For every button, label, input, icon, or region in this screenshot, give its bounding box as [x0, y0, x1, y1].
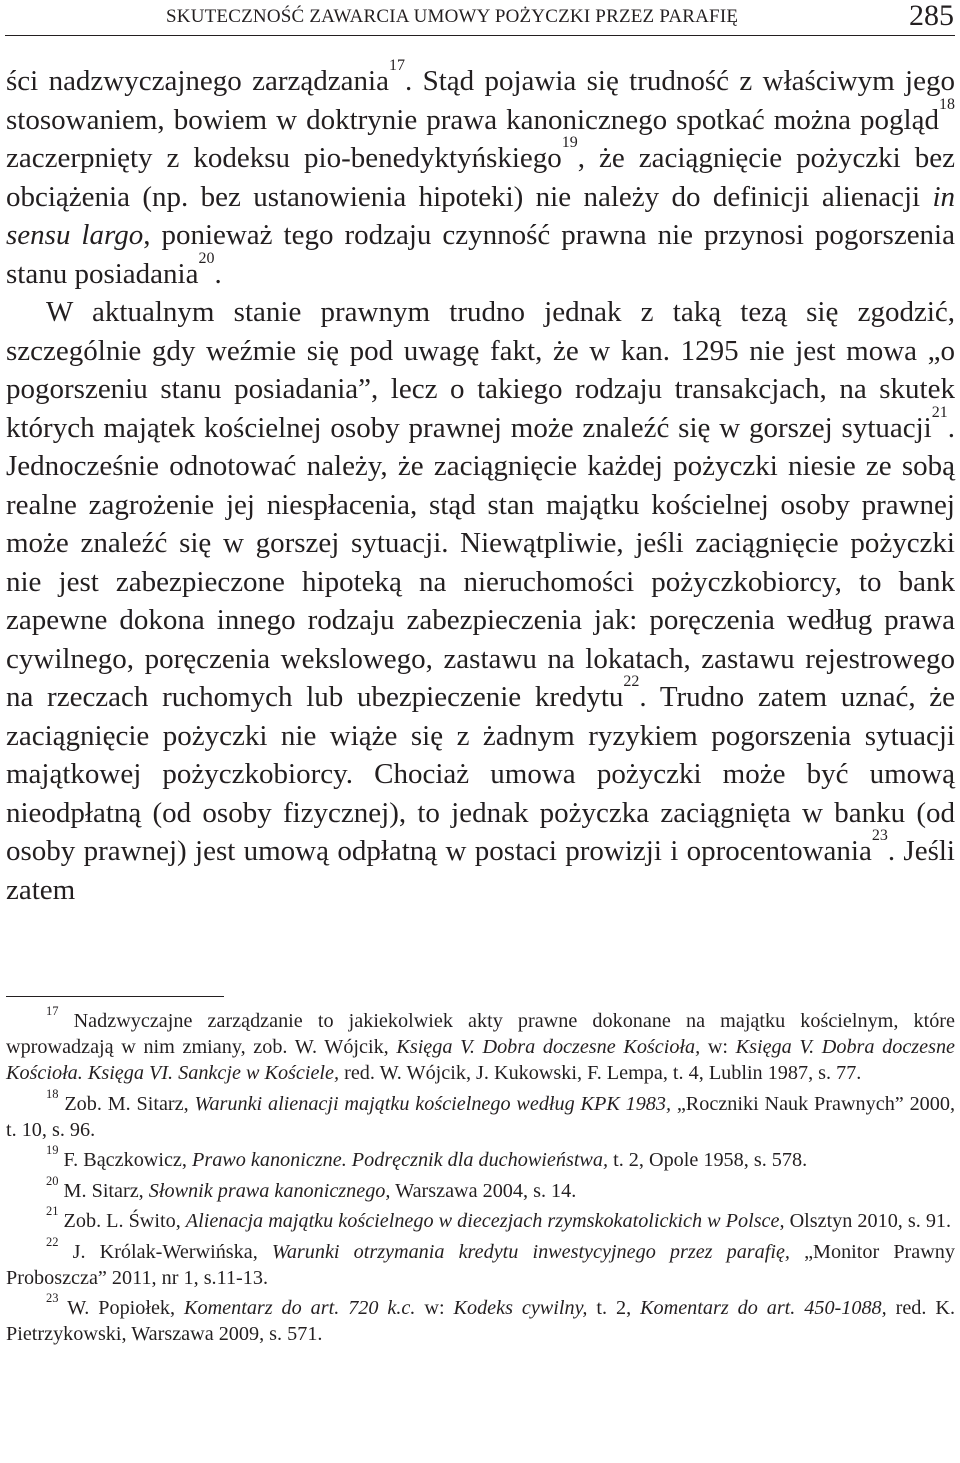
footnote-ref-18[interactable]: 18 — [939, 95, 955, 113]
footnote-ref-22[interactable]: 22 — [623, 673, 640, 690]
header-rule — [5, 35, 955, 36]
footnote-ref-23[interactable]: 23 — [871, 827, 888, 844]
paragraph-1: ści nadzwyczajnego zarządzania$^{17}$. Stąd pojawia się trudność z właściwym jego stosowaniem, bowiem w doktrynie prawa kanonicznego spotkać można pogląd$^{18}$ zaczerpnięty z kodeksu pio-benedyktyńskiego$^{19}$, że zaciągnięcie pożyczki bez obciążenia (np. bez ustanowienia hipoteki) nie należy do definicji alienacji in sensu largo, ponieważ tego rodzaju czynność prawna nie przynosi pogorszenia stanu posiadania$^{20}$. — [6, 57, 955, 290]
footnote-ref-21[interactable]: 21 — [931, 403, 948, 421]
paragraph-2: W aktualnym stanie prawnym trudno jednak z taką tezą się zgodzić, szczególnie gdy weźmie się pod uwagę fakt, że w kan. 1295 nie jest mowa „o pogorszeniu stanu posiadania”, lecz o takiego rodzaju transakcjach, na skutek których majątek kościelnej osoby prawnej może znaleźć się w gorszej sytuacji$^{21}$. Jednocześnie odnotować należy, że zaciągnięcie każdej pożyczki niesie ze sobą realne zagrożenie jej niespłacenia, stąd stan majątku kościelnej osoby prawnej może znaleźć się w gorszej sytuacji. Niewątpliwie, jeśli zaciągnięcie pożyczki nie jest zabezpieczone hipoteką na nieruchomości pożyczkobiorcy, to bank zapewne dokona innego rodzaju zabezpieczenia jak: poręczenia według prawa cywilnego, poręczenia wekslowego, zastawu na lokatach, zastawu rejestrowego na rzeczach ruchomych lub ubezpieczenie kredytu$^{22}$. Trudno zatem uznać, że zaciągnięcie pożyczki nie wiąże się z żadnym ryzykiem pogorszenia sytuacji majątkowej pożyczkobiorcy. Chociaż umowa pożyczki może być umową nieodpłatną (od osoby fizycznej), to jednak pożyczka zaciągnięta w banku (od osoby prawnej) jest umową odpłatną w postaci prowizji i oprocentowania$^{23}$. Jeśli zatem — [6, 296, 956, 906]
page-number: 285 — [909, 0, 954, 32]
footnote-20: $^{20}$ M. Sitarz, Słownik prawa kanonicznego, Warszawa 2004, s. 14. — [46, 1173, 577, 1202]
footnote-ref-19[interactable]: 19 — [561, 134, 578, 151]
running-header — [0, 0, 960, 34]
footnotes — [6, 1004, 956, 1352]
footnote-21: $^{21}$ Zob. L. Świto, Alienacja majątku kościelnego w diecezjach rzymskokatolickich w Polsce, Olsztyn 2010, s. 91. — [46, 1204, 952, 1233]
footnote-ref-20[interactable]: 20 — [198, 249, 215, 267]
running-title: SKUTECZNOŚĆ ZAWARCIA UMOWY POŻYCZKI PRZEZ PARAFIĘ — [166, 6, 739, 27]
footnote-18: $^{18}$ Zob. M. Sitarz, Warunki alienacji majątku kościelnego według KPK 1983, „Roczniki Nauk Prawnych” 2000, t. 10, s. 96. — [6, 1086, 955, 1141]
footnote-22: $^{22}$ J. Królak-Werwińska, Warunki otrzymania kredytu inwestycyjnego przez parafię, „Monitor Prawny Proboszcza” 2011, nr 1, s.11-13. — [6, 1234, 955, 1289]
main-text — [6, 57, 956, 909]
footnote-17: $^{17}$ Nadzwyczajne zarządzanie to jakiekolwiek akty prawne dokonane na majątku kościelnym, które wprowadzają w nim zmiany, zob. W. Wójcik, Księga V. Dobra doczesne Kościoła, w: Księga V. Dobra doczesne Kościoła. Księga VI. Sankcje w Kościele, red. W. Wójcik, J. Kukowski, F. Lempa, t. 4, Lublin 1987, s. 77. — [6, 1004, 955, 1085]
footnote-23: $^{23}$ W. Popiołek, Komentarz do art. 720 k.c. w: Kodeks cywilny, t. 2, Komentarz do art. 450-1088, red. K. Pietrzykowski, Warszawa 2009, s. 571. — [6, 1291, 956, 1346]
footnote-ref-17[interactable]: 17 — [388, 57, 405, 74]
footnote-19: $^{19}$ F. Bączkowicz, Prawo kanoniczne. Podręcznik dla duchowieństwa, t. 2, Opole 1958, s. 578. — [46, 1143, 808, 1172]
footnote-separator — [6, 996, 224, 997]
